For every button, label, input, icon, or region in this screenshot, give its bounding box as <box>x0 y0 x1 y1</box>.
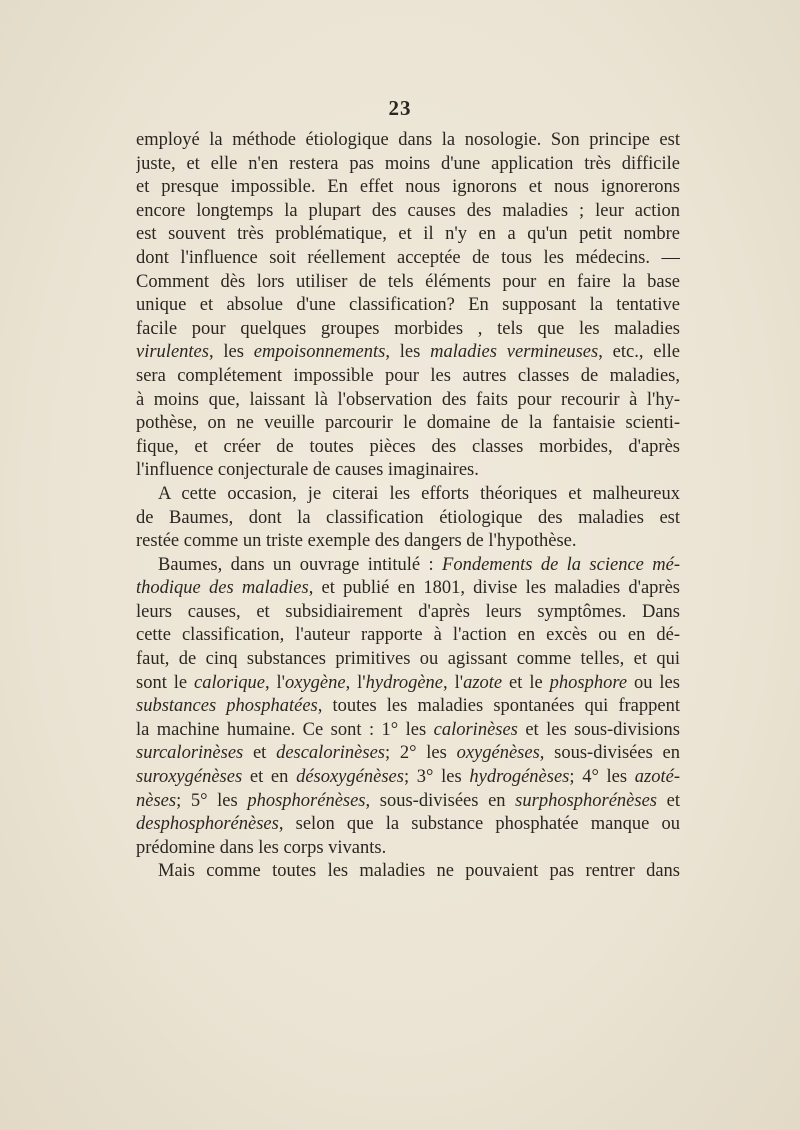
text-line <box>136 672 680 696</box>
italic-text: substances phosphatées <box>136 696 318 717</box>
italic-text: phosphore <box>549 672 628 693</box>
text-line <box>136 790 680 814</box>
italic-text: nèses <box>136 790 177 811</box>
text-line <box>136 412 680 436</box>
text-line <box>136 601 680 625</box>
text-segment: , sous-divisées en <box>365 790 516 811</box>
text-segment: , etc., elle <box>598 342 680 363</box>
text-segment: et les sous-divisions <box>517 719 680 740</box>
text-segment: ; 5° les <box>176 790 248 811</box>
text-line <box>136 176 680 200</box>
text-segment: , les <box>208 342 254 363</box>
text-segment: faut, de cinq substances primitives ou agissant comme telles, et qui <box>136 649 680 670</box>
italic-text: desphosphorénèses <box>136 814 279 835</box>
text-line <box>136 294 680 318</box>
text-line <box>136 483 680 507</box>
text-line <box>136 837 680 861</box>
text-segment: juste, et elle n'en restera pas moins d'une application très difficile <box>136 153 680 174</box>
text-line <box>136 341 680 365</box>
text-line <box>136 648 680 672</box>
text-segment: ; 3° les <box>403 767 470 788</box>
text-segment: , selon que la substance phosphatée manque ou <box>278 814 680 835</box>
italic-text: calorique <box>194 672 265 693</box>
text-segment: leurs causes, et subsidiairement d'après leurs symptômes. Dans <box>136 601 680 622</box>
italic-text: oxygène <box>284 672 346 693</box>
italic-text: surcalorinèses <box>136 743 244 764</box>
text-line <box>136 271 680 295</box>
text-segment: la machine humaine. Ce sont : 1° les <box>136 719 434 740</box>
text-line <box>136 577 680 601</box>
text-line <box>136 153 680 177</box>
text-segment: ou les <box>627 672 680 693</box>
text-segment: sont le <box>136 672 195 693</box>
text-line <box>136 318 680 342</box>
text-segment: , l' <box>264 672 285 693</box>
text-segment: de Baumes, dont la classification étiologique des maladies est <box>136 507 680 528</box>
text-segment: , sous-divisées en <box>539 743 680 764</box>
text-line <box>136 719 680 743</box>
italic-text: descalorinèses <box>276 743 385 764</box>
text-line <box>136 742 680 766</box>
text-line <box>136 530 680 554</box>
text-line <box>136 860 680 884</box>
italic-text: thodique des maladies <box>136 578 309 599</box>
text-line <box>136 247 680 271</box>
text-segment: et en <box>242 767 297 788</box>
italic-text: Fondements de la science mé- <box>442 554 680 575</box>
italic-text: hydrogène <box>365 672 444 693</box>
text-segment: , toutes les maladies spontanées qui frappent <box>317 696 680 717</box>
italic-text: surphosphorénèses <box>515 790 658 811</box>
text-segment: sera complétement impossible pour les autres classes de maladies, <box>136 365 680 386</box>
text-segment: Comment dès lors utiliser de tels éléments pour en faire la base <box>136 271 680 292</box>
text-line <box>136 624 680 648</box>
text-segment: cette classification, l'auteur rapporte à l'action en excès ou en dé- <box>136 625 680 646</box>
text-segment: et le <box>502 672 550 693</box>
italic-text: azote <box>463 672 503 693</box>
text-segment: restée comme un triste exemple des dangers de l'hypothèse. <box>136 531 577 552</box>
text-segment: , les <box>385 342 431 363</box>
text-segment: Baumes, dans un ouvrage intitulé : <box>158 554 443 575</box>
text-line <box>136 365 680 389</box>
text-segment: et <box>243 743 277 764</box>
text-segment: prédomine dans les corps vivants. <box>136 837 387 858</box>
text-segment: dont l'influence soit réellement acceptée de tous les médecins. — <box>136 247 680 268</box>
text-segment: facile pour quelques groupes morbides , tels que les maladies <box>136 318 680 339</box>
text-line <box>136 200 680 224</box>
text-segment: Mais comme toutes les maladies ne pouvaient pas rentrer dans <box>158 861 680 882</box>
text-line <box>136 507 680 531</box>
text-segment: pothèse, on ne veuille parcourir le domaine de la fantaisie scienti- <box>136 413 680 434</box>
text-segment: l'influence conjecturale de causes imaginaires. <box>136 460 479 481</box>
text-segment: et presque impossible. En effet nous ignorons et nous ignorerons <box>136 177 680 198</box>
text-segment: A cette occasion, je citerai les efforts théoriques et malheureux <box>158 483 680 504</box>
text-segment: à moins que, laissant là l'observation des faits pour recourir à l'hy- <box>136 389 680 410</box>
text-line <box>136 223 680 247</box>
text-segment: ; 4° les <box>569 767 635 788</box>
italic-text: maladies vermineuses <box>430 342 599 363</box>
text-segment: , l' <box>345 672 366 693</box>
italic-text: désoxygénèses <box>296 767 404 788</box>
italic-text: suroxygénèses <box>136 767 243 788</box>
body-text <box>136 129 680 884</box>
italic-text: azoté- <box>634 767 680 788</box>
text-line <box>136 813 680 837</box>
text-line <box>136 129 680 153</box>
italic-text: virulentes <box>136 342 209 363</box>
text-segment: unique et absolue d'une classification? En supposant la tentative <box>136 295 680 316</box>
text-line <box>136 695 680 719</box>
text-segment: employé la méthode étiologique dans la nosologie. Son principe est <box>136 130 680 150</box>
italic-text: oxygénèses <box>456 743 540 764</box>
italic-text: hydrogénèses <box>469 767 570 788</box>
italic-text: empoisonnements <box>253 342 386 363</box>
text-line <box>136 436 680 460</box>
text-segment: encore longtemps la plupart des causes des maladies ; leur action <box>136 200 680 221</box>
italic-text: calorinèses <box>433 719 518 740</box>
text-line <box>136 389 680 413</box>
italic-text: phosphorénèses <box>247 790 366 811</box>
page-number: 23 <box>388 96 412 120</box>
text-segment: ; 2° les <box>385 743 457 764</box>
text-line <box>136 766 680 790</box>
text-line <box>136 459 680 483</box>
text-segment: fique, et créer de toutes pièces des classes morbides, d'après <box>136 436 680 457</box>
text-segment: et <box>657 790 680 811</box>
text-segment: , l' <box>443 672 464 693</box>
text-segment: est souvent très problématique, et il n'y en a qu'un petit nombre <box>136 224 680 245</box>
text-line <box>136 554 680 578</box>
text-segment: , et publié en 1801, divise les maladies d'après <box>308 578 680 599</box>
